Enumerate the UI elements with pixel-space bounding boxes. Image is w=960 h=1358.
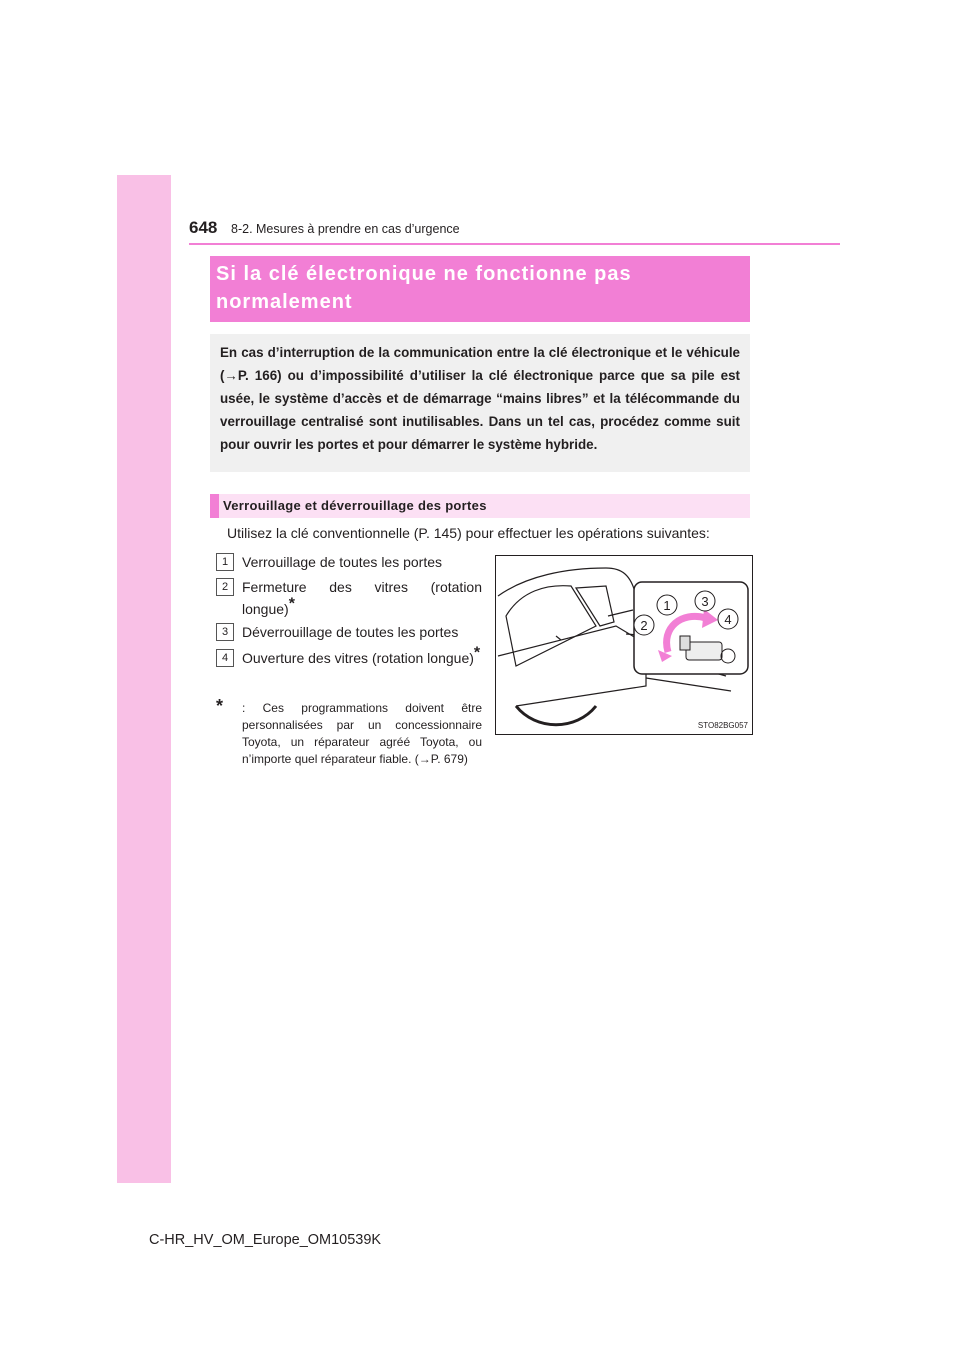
footnote-star: *	[216, 696, 224, 716]
page-title: Si la clé électronique ne fonctionne pas normalement	[216, 263, 632, 313]
step-number: 4	[216, 649, 234, 667]
footnote-text: : Ces programmations doivent être personnalisées par un concessionnaire Toyota, un réparateur agréé Toyota, ou n’importe quel réparateur fiable. (→P. 679)	[242, 701, 482, 766]
chapter-side-tab	[117, 175, 171, 1183]
callout-3: 3	[701, 594, 709, 609]
footnote-marker: *	[473, 644, 481, 662]
document-footer: C-HR_HV_OM_Europe_OM10539K	[149, 1232, 382, 1248]
footnote	[216, 696, 482, 768]
step-number: 1	[216, 553, 234, 571]
subsection-title: Verrouillage et déverrouillage des portes	[223, 498, 487, 513]
callout-4: 4	[724, 612, 732, 627]
key-operation-figure	[495, 555, 753, 735]
footnote-marker: *	[288, 595, 295, 613]
section-reference: 8-2. Mesures à prendre en cas d’urgence	[231, 222, 460, 236]
step-item	[216, 551, 482, 573]
header-divider	[189, 243, 840, 245]
step-text: Fermeture des vitres (rotation longue)	[242, 579, 482, 617]
figure-code: STO82BG057	[697, 721, 748, 730]
step-item	[216, 644, 482, 669]
callout-2: 2	[640, 618, 648, 633]
instruction-text: Utilisez la clé conventionnelle (P. 145) pour effectuer les opérations suivantes:	[227, 525, 710, 541]
step-number: 3	[216, 623, 234, 641]
intro-text: En cas d’interruption de la communication entre la clé électronique et le véhicule (→P. 166) ou d’impossibilité d’utiliser la clé électronique parce que sa pile est usée, le système d’accès et de démarrage “mains libres” et la télécommande du verrouillage centralisé sont inutilisables. Dans un tel cas, procédez comme suit pour ouvrir les portes et pour démarrer le système hybride.	[220, 345, 740, 452]
step-text: Déverrouillage de toutes les portes	[242, 624, 459, 640]
page-number: 648	[189, 218, 218, 237]
step-item	[216, 621, 482, 643]
callout-1: 1	[663, 598, 671, 613]
step-item	[216, 576, 482, 620]
subsection-accent	[210, 494, 219, 518]
car-door-illustration	[496, 556, 752, 734]
step-number: 2	[216, 578, 234, 596]
step-text: Verrouillage de toutes les portes	[242, 554, 443, 570]
step-text: Ouverture des vitres (rotation longue)	[242, 650, 474, 666]
